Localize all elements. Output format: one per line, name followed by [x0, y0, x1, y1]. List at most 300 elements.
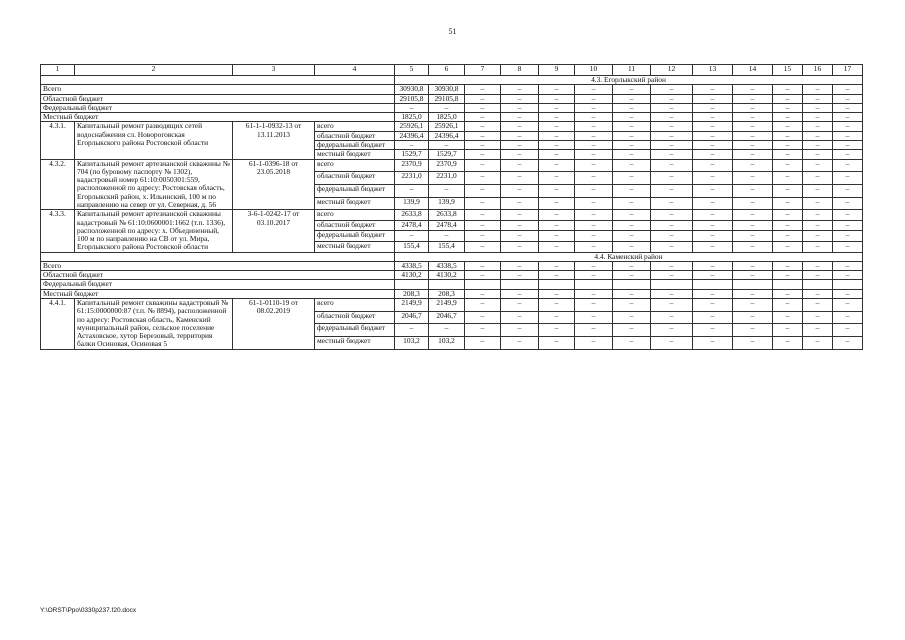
value-col6: 2046,7 [429, 311, 465, 324]
empty-value-dash: – [773, 311, 803, 324]
item-document: 61-1-1-0932-13 от 13.11.2013 [233, 122, 315, 159]
empty-value-dash: – [501, 337, 539, 350]
empty-value-dash: – [651, 271, 693, 280]
empty-value-dash: – [803, 94, 833, 103]
empty-value-dash: – [733, 324, 773, 337]
total-value-col5: 30930,8 [395, 85, 429, 94]
empty-value-dash: – [651, 94, 693, 103]
empty-value-dash: – [773, 184, 803, 197]
funding-source: всего [315, 299, 395, 312]
empty-value-dash: – [465, 150, 501, 159]
empty-value-dash: – [575, 85, 613, 94]
total-label: Областной бюджет [41, 271, 395, 280]
empty-value-dash: – [693, 337, 733, 350]
empty-value-dash: – [833, 299, 863, 312]
total-value-col6: 4130,2 [429, 271, 465, 280]
empty-value-dash: – [465, 94, 501, 103]
empty-value-dash: – [651, 140, 693, 149]
empty-value-dash: – [693, 122, 733, 131]
empty-value-dash: – [773, 94, 803, 103]
empty-value-dash: – [613, 311, 651, 324]
empty-value-dash: – [693, 103, 733, 112]
empty-value-dash: – [501, 299, 539, 312]
total-row [41, 261, 863, 270]
empty-value-dash: – [693, 197, 733, 210]
empty-value-dash: – [465, 242, 501, 253]
empty-value-dash: – [733, 210, 773, 221]
column-number: 1 [41, 65, 75, 76]
empty-value-dash: – [465, 210, 501, 221]
item-description: Капитальный ремонт артезианской скважины № 704 (по буровому паспорту № 1302), кадастровый номер 61:10:0050301:559, расположенной по адресу: Ростовская область, Егорлыкский район, х. Ильинский, 100 м по направлению на север от ул. Северная, д. 56 [75, 159, 233, 210]
file-path-footer: Y:\ORST\Ppo\0330p237.f20.docx [40, 607, 137, 614]
value-col5: 103,2 [395, 337, 429, 350]
empty-value-dash: – [693, 261, 733, 270]
empty-value-dash: – [613, 122, 651, 131]
column-number: 10 [575, 65, 613, 76]
empty-value-dash: – [803, 271, 833, 280]
empty-value-dash: – [803, 122, 833, 131]
value-col6: – [429, 140, 465, 149]
empty-value-dash: – [803, 159, 833, 172]
empty-value-dash: – [733, 311, 773, 324]
empty-value-dash: – [539, 242, 575, 253]
empty-value-dash: – [613, 94, 651, 103]
item-row [41, 299, 863, 312]
empty-value-dash: – [613, 220, 651, 231]
empty-value-dash: – [539, 85, 575, 94]
empty-value-dash: – [651, 242, 693, 253]
total-row [41, 289, 863, 298]
empty-value-dash: – [693, 311, 733, 324]
empty-value-dash: – [833, 324, 863, 337]
empty-value-dash: – [693, 210, 733, 221]
total-value-col6: 1825,0 [429, 113, 465, 122]
value-col6: 2478,4 [429, 220, 465, 231]
empty-value-dash: – [803, 197, 833, 210]
empty-value-dash: – [465, 311, 501, 324]
empty-value-dash: – [693, 271, 733, 280]
empty-value-dash: – [613, 242, 651, 253]
empty-value-dash: – [501, 210, 539, 221]
value-col5: 24396,4 [395, 131, 429, 140]
empty-value-dash: – [651, 184, 693, 197]
empty-value-dash: – [733, 289, 773, 298]
item-document: 61-1-0396-18 от 23.05.2018 [233, 159, 315, 210]
empty-value-dash: – [465, 131, 501, 140]
empty-value-dash: – [773, 122, 803, 131]
funding-source: всего [315, 159, 395, 172]
empty-value-dash: – [693, 242, 733, 253]
total-label: Федеральный бюджет [41, 103, 395, 112]
empty-value-dash: – [613, 231, 651, 242]
empty-value-dash: – [773, 324, 803, 337]
empty-value-dash: – [733, 159, 773, 172]
funding-source: всего [315, 122, 395, 131]
empty-value-dash: – [833, 289, 863, 298]
empty-value-dash: – [773, 197, 803, 210]
empty-value-dash: – [803, 337, 833, 350]
page-number: 51 [448, 27, 457, 36]
funding-source: местный бюджет [315, 242, 395, 253]
empty-value-dash: – [651, 159, 693, 172]
empty-value-dash: – [575, 242, 613, 253]
empty-value-dash: – [575, 103, 613, 112]
value-col5: 2231,0 [395, 172, 429, 185]
empty-value-dash: – [613, 184, 651, 197]
empty-value-dash: – [501, 220, 539, 231]
empty-value-dash: – [733, 271, 773, 280]
column-number-row [41, 65, 863, 76]
empty-value-dash: – [613, 337, 651, 350]
value-col6: 2231,0 [429, 172, 465, 185]
total-value-col5: 208,3 [395, 289, 429, 298]
empty-value-dash: – [465, 113, 501, 122]
value-col5: – [395, 184, 429, 197]
empty-value-dash: – [575, 299, 613, 312]
empty-value-dash: – [803, 311, 833, 324]
empty-value-dash: – [833, 337, 863, 350]
empty-value-dash: – [773, 337, 803, 350]
empty-value-dash: – [575, 131, 613, 140]
empty-value-dash: – [773, 220, 803, 231]
item-row [41, 159, 863, 172]
empty-value-dash: – [833, 94, 863, 103]
total-label: Местный бюджет [41, 289, 395, 298]
empty-value-dash: – [575, 220, 613, 231]
value-col6: – [429, 231, 465, 242]
empty-value-dash: – [465, 122, 501, 131]
funding-source: местный бюджет [315, 337, 395, 350]
empty-value-dash: – [539, 210, 575, 221]
empty-value-dash: – [803, 231, 833, 242]
empty-value-dash: – [773, 103, 803, 112]
value-col5: 2046,7 [395, 311, 429, 324]
empty-value-dash: – [833, 210, 863, 221]
item-document: 61-1-0110-19 от 08.02.2019 [233, 299, 315, 350]
empty-value-dash: – [539, 197, 575, 210]
empty-value-dash: – [539, 324, 575, 337]
empty-value-dash: – [733, 337, 773, 350]
funding-source: федеральный бюджет [315, 184, 395, 197]
funding-source: областной бюджет [315, 220, 395, 231]
empty-value-dash: – [693, 131, 733, 140]
total-row [41, 280, 863, 289]
empty-value-dash: – [613, 113, 651, 122]
total-value-col6: 4338,5 [429, 261, 465, 270]
empty-value-dash: – [693, 184, 733, 197]
empty-value-dash: – [803, 113, 833, 122]
empty-value-dash: – [465, 299, 501, 312]
empty-value-dash: – [733, 197, 773, 210]
column-number: 7 [465, 65, 501, 76]
empty-value-dash: – [613, 289, 651, 298]
empty-value-dash: – [539, 150, 575, 159]
empty-value-dash: – [501, 94, 539, 103]
empty-value-dash: – [733, 85, 773, 94]
empty-value-dash: – [465, 220, 501, 231]
empty-value-dash: – [465, 85, 501, 94]
empty-value-dash: – [773, 159, 803, 172]
empty-value-dash: – [803, 103, 833, 112]
empty-value-dash: – [693, 140, 733, 149]
empty-value-dash: – [575, 197, 613, 210]
empty-value-dash: – [575, 324, 613, 337]
column-number: 13 [693, 65, 733, 76]
column-number: 12 [651, 65, 693, 76]
empty-value-dash: – [693, 113, 733, 122]
empty-value-dash: – [501, 172, 539, 185]
empty-value-dash: – [773, 150, 803, 159]
empty-value-dash: – [465, 172, 501, 185]
column-number: 17 [833, 65, 863, 76]
empty-value-dash: – [693, 159, 733, 172]
total-row [41, 103, 863, 112]
empty-value-dash: – [539, 159, 575, 172]
value-col6: 139,9 [429, 197, 465, 210]
total-value-col6: 208,3 [429, 289, 465, 298]
empty-value-dash: – [773, 271, 803, 280]
funding-source: местный бюджет [315, 150, 395, 159]
empty-value-dash: – [803, 324, 833, 337]
column-number: 9 [539, 65, 575, 76]
value-col6: 2370,9 [429, 159, 465, 172]
total-label: Областной бюджет [41, 94, 395, 103]
empty-value-dash: – [833, 311, 863, 324]
empty-value-dash: – [539, 94, 575, 103]
total-value-col6: 29105,8 [429, 94, 465, 103]
empty-value-dash: – [501, 150, 539, 159]
total-label: Всего [41, 85, 395, 94]
empty-value-dash: – [465, 324, 501, 337]
item-number: 4.3.1. [41, 122, 75, 159]
empty-value-dash: – [575, 210, 613, 221]
item-description: Капитальный ремонт разводящих сетей водоснабжения сл. Новороговская Егорлыкского района Ростовской области [75, 122, 233, 159]
empty-value-dash: – [651, 337, 693, 350]
funding-source: областной бюджет [315, 311, 395, 324]
empty-value-dash: – [575, 113, 613, 122]
empty-value-dash: – [465, 184, 501, 197]
empty-value-dash: – [651, 122, 693, 131]
empty-value-dash: – [575, 184, 613, 197]
empty-value-dash: – [501, 131, 539, 140]
empty-value-dash: – [833, 271, 863, 280]
value-col5: – [395, 324, 429, 337]
total-value-col5 [395, 280, 429, 289]
empty-value-dash: – [465, 103, 501, 112]
section-title-row [41, 76, 863, 85]
value-col6: 1529,7 [429, 150, 465, 159]
section-title: 4.4. Каменский район [395, 252, 863, 261]
value-col5: 25926,1 [395, 122, 429, 131]
empty-value-dash: – [733, 131, 773, 140]
total-value-col5: – [395, 103, 429, 112]
empty-value-dash: – [693, 324, 733, 337]
total-value-col5: 1825,0 [395, 113, 429, 122]
empty-value-dash: – [733, 113, 773, 122]
empty-value-dash: – [539, 184, 575, 197]
empty-value-dash: – [833, 184, 863, 197]
empty-value-dash: – [833, 159, 863, 172]
empty-value-dash: – [803, 289, 833, 298]
value-col6: 103,2 [429, 337, 465, 350]
empty-value-dash: – [539, 122, 575, 131]
empty-value-dash: – [539, 289, 575, 298]
empty-value-dash: – [501, 261, 539, 270]
empty-value-dash: – [613, 299, 651, 312]
empty-value-dash: – [465, 289, 501, 298]
empty-value-dash: – [693, 289, 733, 298]
empty-value-dash: – [539, 103, 575, 112]
empty-value-dash: – [465, 271, 501, 280]
total-value-col6 [429, 280, 465, 289]
empty-value-dash: – [833, 220, 863, 231]
empty-value-dash: – [613, 159, 651, 172]
empty-value-dash: – [651, 299, 693, 312]
empty-value-dash: – [465, 197, 501, 210]
empty-value-dash: – [575, 311, 613, 324]
item-number: 4.4.1. [41, 299, 75, 350]
empty-value-dash: – [733, 220, 773, 231]
empty-value-dash: – [465, 231, 501, 242]
empty-value-dash: – [773, 261, 803, 270]
empty-value-dash: – [613, 150, 651, 159]
column-number: 11 [613, 65, 651, 76]
value-col6: 2149,9 [429, 299, 465, 312]
value-col6: 24396,4 [429, 131, 465, 140]
empty-value-dash: – [833, 113, 863, 122]
empty-value-dash: – [803, 261, 833, 270]
empty-value-dash: – [833, 131, 863, 140]
empty-value-dash: – [733, 299, 773, 312]
empty-value-dash: – [773, 299, 803, 312]
funding-source: всего [315, 210, 395, 221]
empty-value-dash: – [575, 159, 613, 172]
empty-value-dash: – [773, 172, 803, 185]
empty-value-dash: – [465, 159, 501, 172]
empty-value-dash: – [833, 85, 863, 94]
total-row [41, 94, 863, 103]
empty-value-dash: – [539, 140, 575, 149]
empty-value-dash: – [575, 94, 613, 103]
value-col5: 2478,4 [395, 220, 429, 231]
empty-value-dash: – [501, 85, 539, 94]
empty-value-dash: – [833, 242, 863, 253]
empty-value-dash: – [803, 140, 833, 149]
value-col5: 2633,8 [395, 210, 429, 221]
empty-value-dash: – [613, 197, 651, 210]
empty-value-dash: – [651, 103, 693, 112]
column-number: 5 [395, 65, 429, 76]
empty-value-dash: – [651, 324, 693, 337]
item-description: Капитальный ремонт артезианской скважины кадастровый № 61:10:0600001:1662 (т.п. 1336), расположенной по адресу: х. Объединенный, 100 м по направлению на СВ от ул. Мира, Егорлыкского района Ростовской области [75, 210, 233, 252]
empty-value-dash: – [501, 140, 539, 149]
total-value-col6: 30930,8 [429, 85, 465, 94]
empty-value-dash: – [613, 140, 651, 149]
empty-value-dash: – [465, 337, 501, 350]
empty-value-dash: – [833, 103, 863, 112]
empty-value-dash: – [803, 131, 833, 140]
value-col5: 155,4 [395, 242, 429, 253]
empty-value-dash: – [693, 231, 733, 242]
empty-value-dash: – [833, 172, 863, 185]
empty-value-dash: – [465, 140, 501, 149]
column-number: 16 [803, 65, 833, 76]
empty-value-dash: – [465, 261, 501, 270]
empty-value-dash: – [733, 140, 773, 149]
empty-value-dash: – [651, 220, 693, 231]
empty-value-dash: – [773, 289, 803, 298]
empty-value-dash: – [803, 299, 833, 312]
empty-value-dash: – [733, 172, 773, 185]
empty-value-dash: – [651, 131, 693, 140]
funding-source: федеральный бюджет [315, 324, 395, 337]
empty-value-dash: – [733, 150, 773, 159]
total-value-col5: 4338,5 [395, 261, 429, 270]
empty-value-dash: – [575, 261, 613, 270]
empty-value-dash: – [501, 103, 539, 112]
empty-value-dash: – [539, 131, 575, 140]
empty-value-dash: – [575, 271, 613, 280]
empty-value-dash: – [575, 122, 613, 131]
value-col6: 2633,8 [429, 210, 465, 221]
total-row [41, 85, 863, 94]
empty-value-dash: – [733, 103, 773, 112]
empty-value-dash: – [651, 311, 693, 324]
empty-value-dash: – [693, 85, 733, 94]
empty-value-dash: – [539, 337, 575, 350]
empty-value-dash: – [539, 172, 575, 185]
section-title-row [41, 252, 863, 261]
empty-value-dash: – [501, 311, 539, 324]
empty-value-dash: – [651, 113, 693, 122]
empty-value-dash: – [613, 103, 651, 112]
empty-value-dash: – [693, 299, 733, 312]
value-col5: – [395, 231, 429, 242]
empty-value-dash: – [501, 197, 539, 210]
empty-value-dash: – [501, 289, 539, 298]
empty-value-dash: – [773, 242, 803, 253]
empty-value-dash: – [693, 94, 733, 103]
total-row [41, 113, 863, 122]
empty-value-dash: – [613, 85, 651, 94]
empty-value-dash: – [501, 231, 539, 242]
value-col5: – [395, 140, 429, 149]
empty-value-dash: – [651, 261, 693, 270]
empty-value-dash: – [773, 231, 803, 242]
empty-value-dash: – [575, 337, 613, 350]
empty-value-dash: – [501, 113, 539, 122]
empty-value-dash: – [733, 261, 773, 270]
total-label: Местный бюджет [41, 113, 395, 122]
empty-value-dash: – [539, 220, 575, 231]
value-col6: – [429, 324, 465, 337]
empty-value-dash: – [693, 220, 733, 231]
total-label: Федеральный бюджет [41, 280, 395, 289]
item-number: 4.3.3. [41, 210, 75, 252]
empty-value-dash: – [833, 122, 863, 131]
total-value-col6: – [429, 103, 465, 112]
empty-value-dash: – [773, 210, 803, 221]
empty-value-dash: – [613, 261, 651, 270]
empty-value-dash: – [833, 140, 863, 149]
value-col6: 25926,1 [429, 122, 465, 131]
empty-value-dash: – [575, 231, 613, 242]
empty-value-dash: – [613, 210, 651, 221]
column-number: 2 [75, 65, 233, 76]
empty-value-dash: – [501, 242, 539, 253]
empty-value-dash: – [773, 140, 803, 149]
empty-value-dash: – [803, 85, 833, 94]
